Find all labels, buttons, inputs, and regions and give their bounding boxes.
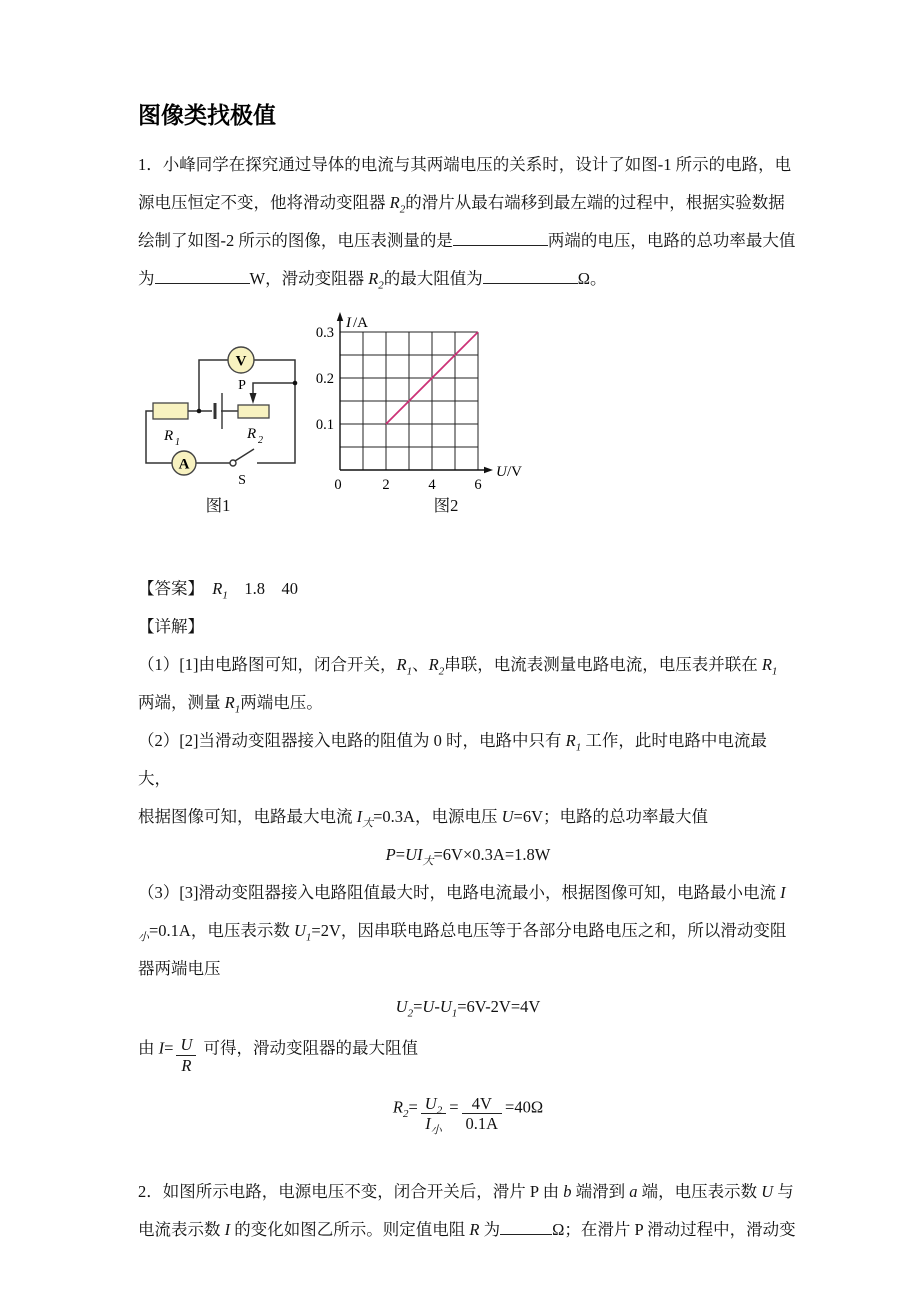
math-variable: R	[396, 655, 407, 674]
document-body	[138, 0, 798, 1249]
x-axis-arrow-icon	[484, 467, 493, 473]
explanation-step-3	[138, 874, 798, 1143]
r1-label: R	[164, 428, 174, 444]
math-variable: I	[780, 883, 786, 902]
question-1-line: 1．小峰同学在探究通过导体的电流与其两端电压的关系时，设计了如图-1 所示的电路，电	[138, 155, 792, 174]
question-1-line: 绘制了如图-2 所示的图像，电压表测量的是 两端的电压，电路的总功率最大值	[138, 231, 796, 250]
formula-power: $P=UI_大=6V\times 0.3A=1.8W$	[385, 845, 551, 868]
question-2	[138, 1173, 798, 1249]
resistor-r2	[238, 405, 269, 418]
blank-underline	[155, 268, 250, 284]
math-variable: UI	[405, 845, 423, 864]
explanation-line: 两端，测量 $R_1$两端电压。	[138, 693, 323, 716]
junction-dot	[293, 381, 298, 386]
fraction	[176, 1035, 196, 1076]
math-subscript: 1	[406, 665, 413, 678]
math-variable: R	[212, 579, 223, 598]
question-2-line: 电流表示数 I 的变化如图乙所示。则定值电阻 R 为 Ω；在滑片 P 滑动过程中，滑动变	[138, 1220, 796, 1240]
math-subscript: 2	[402, 1107, 409, 1120]
question-1-line: 为 W，滑动变阻器 $R_2$的最大阻值为 Ω。	[138, 269, 607, 292]
math-variable: U	[761, 1182, 774, 1202]
x-tick-label: 2	[382, 477, 390, 493]
circuit-diagram-figure	[138, 330, 308, 490]
blank-underline	[453, 230, 548, 246]
voltmeter-label: V	[235, 353, 247, 370]
math-variable: R	[565, 731, 576, 750]
resistor-r1	[153, 403, 188, 419]
math-variable: U	[395, 997, 408, 1016]
x-tick-label: 0	[334, 477, 342, 493]
math-variable: R	[181, 1055, 192, 1075]
explanation-line: 器两端电压	[138, 959, 221, 978]
math-variable: I	[158, 1038, 165, 1058]
explanation-step-2	[138, 722, 798, 874]
junction-dot	[197, 409, 202, 414]
r1-label-sub: 1	[175, 437, 180, 448]
question-1	[138, 146, 798, 298]
r2-label: R	[247, 426, 257, 442]
math-variable: I	[356, 807, 363, 826]
math-variable: R	[428, 655, 439, 674]
math-variable: R	[392, 1097, 403, 1117]
switch-lever	[235, 449, 254, 461]
math-variable: U	[439, 997, 452, 1016]
explanation-line: 根据图像可知，电路最大电流 $I_大=0.3A$，电源电压 U=6V；电路的总功率最大值	[138, 807, 709, 830]
formula-r2: $R_2=$ $\frac{U_2}{I_小}$ = $\frac{4V}{0.1A}$ =40Ω	[392, 1093, 544, 1137]
question-2-line: 2．如图所示电路，电源电压不变，闭合开关后，滑片 P 由 b 端滑到 a 端，电压表示数 U 与	[138, 1182, 794, 1202]
math-variable: P	[385, 845, 396, 864]
figure-2-caption: 图2	[433, 496, 459, 515]
math-variable: R	[469, 1220, 480, 1240]
math-variable: b	[563, 1182, 572, 1202]
y-tick-label: 0.3	[315, 325, 334, 341]
switch-label: S	[238, 473, 246, 488]
math-variable: R	[368, 269, 379, 288]
x-axis-label-var: U	[496, 464, 507, 480]
math-subscript: 1	[222, 589, 228, 602]
math-variable: I	[425, 1114, 431, 1134]
y-axis-label-var: I	[346, 315, 351, 331]
math-subscript: 小	[138, 931, 149, 944]
math-subscript: 1	[234, 703, 241, 716]
explanation-step-1	[138, 646, 798, 722]
math-subscript: 大	[362, 817, 374, 830]
y-axis-label-unit: /A	[353, 315, 368, 331]
math-variable: U	[293, 921, 306, 940]
switch-pivot	[230, 460, 236, 466]
math-subscript: 2	[436, 1103, 443, 1116]
math-variable: a	[629, 1182, 638, 1202]
page-title: 图像类找极值	[138, 102, 276, 128]
r2-label-sub: 2	[258, 435, 263, 446]
slider-label: P	[238, 378, 246, 393]
math-subscript: 1	[575, 741, 582, 754]
figures-row	[138, 312, 798, 530]
blank-underline	[483, 268, 578, 284]
detail-label: 【详解】	[138, 617, 204, 636]
answer-line: 【答案】 $R_1$ 1.8 40	[138, 579, 298, 602]
math-variable: R	[761, 655, 772, 674]
y-tick-label: 0.1	[315, 417, 334, 433]
math-subscript: 2	[399, 203, 406, 216]
fraction: $\frac{4V}{0.1A}$	[462, 1094, 503, 1135]
x-tick-label: 6	[474, 477, 482, 493]
math-subscript: 小	[430, 1124, 442, 1137]
ohm-law-line: 由 I= $\frac{U}{R}$ 可得，滑动变阻器的最大阻值	[138, 1035, 418, 1075]
math-variable: I	[224, 1220, 231, 1240]
figure-1-caption: 图1	[205, 496, 231, 515]
math-subscript: 1	[451, 1007, 458, 1020]
y-tick-label: 0.2	[315, 371, 334, 387]
x-axis-label-unit: /V	[507, 464, 522, 480]
math-variable: U	[424, 1093, 437, 1113]
y-axis-arrow-icon	[337, 312, 343, 321]
question-1-line: 源电压恒定不变，他将滑动变阻器 $R_2$的滑片从最右端移到最左端的过程中，根据实验数据	[138, 193, 785, 216]
explanation-line: $_小$=0.1A，电压表示数 $U_1=2V$，因串联电路总电压等于各部分电路电压之和，所以滑动变阻	[138, 921, 787, 944]
math-variable: U	[422, 997, 435, 1016]
math-variable: U	[180, 1035, 193, 1054]
explanation-line: （1）[1]由电路图可知，闭合开关，$R_1$、$R_2$串联，电流表测量电路电流，电压表并联在 $R_1$	[138, 655, 778, 678]
math-subscript: 1	[771, 665, 778, 678]
ammeter-label: A	[178, 456, 190, 473]
math-subscript: 2	[438, 665, 445, 678]
fraction	[421, 1094, 446, 1135]
x-tick-label: 4	[428, 477, 436, 493]
blank-underline	[500, 1219, 552, 1235]
slider-arrow-icon	[250, 393, 257, 404]
explanation-line: （2）[2]当滑动变阻器接入电路的阻值为 0 时，电路中只有 $R_1$ 工作，此时电路中电流最大，	[138, 731, 767, 788]
iu-graph-figure	[300, 312, 535, 497]
math-subscript: 1	[305, 931, 312, 944]
math-variable: R	[389, 193, 400, 212]
math-subscript: 2	[378, 279, 384, 292]
formula-u2: $U_2=U-U_1=6V-2V=4V$	[395, 997, 541, 1020]
math-subscript: 2	[407, 1007, 414, 1020]
math-variable: R	[224, 693, 235, 712]
math-variable: U	[501, 807, 514, 826]
math-subscript: 大	[422, 855, 434, 868]
explanation-line: （3）[3]滑动变阻器接入电路阻值最大时，电路电流最小，根据图像可知，电路最小电流 I	[138, 883, 786, 902]
